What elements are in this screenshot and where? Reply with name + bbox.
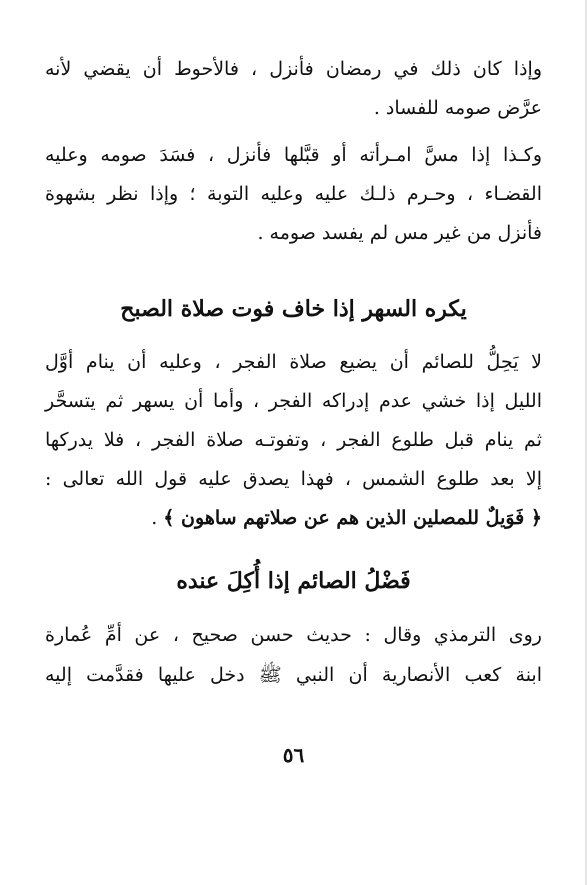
verse-end-punctuation: . bbox=[151, 507, 164, 529]
text-line: وكـذا إذا مسَّ امـرأته أو قبَّلها فأنزل ، فسَدَ صومه وعليه bbox=[45, 144, 542, 166]
text-line: الليل إذا خشي عدم إدراكه الفجر ، وأما أن يسهر ثم يتسحَّر bbox=[45, 390, 542, 412]
text-line: القضـاء ، وحـرم ذلـك عليه وعليه التوبة ؛ وإذا نظر بشهوة bbox=[45, 183, 542, 205]
text-line: روى الترمذي وقال : حديث حسن صحيح ، عن أمِّ عُمارة bbox=[45, 624, 542, 646]
text-line: ابنة كعب الأنصارية أن النبي ﷺ دخل عليها فقدَّمت إليه bbox=[45, 664, 542, 686]
verse-line bbox=[45, 503, 542, 533]
text-line: فأنزل من غير مس لم يفسد صومه . bbox=[257, 222, 542, 244]
text-line: إلا بعد طلوع الشمس ، فهذا يصدق عليه قول الله تعالى : bbox=[45, 468, 542, 490]
section-heading: يكره السهر إذا خاف فوت صلاة الصبح bbox=[120, 296, 467, 322]
text-line: ثم ينام قبل طلوع الفجر ، وتفوتـه صلاة الفجر ، فلا يدركها bbox=[45, 429, 542, 451]
section-heading: فَضْلُ الصائم إذا أُكِلَ عنده bbox=[176, 568, 411, 594]
quran-verse: ﴿ فَوَيلٌ للمصلين الذين هم عن صلاتهم ساهون ﴾ bbox=[163, 507, 542, 529]
page-number: ٥٦ bbox=[282, 743, 305, 767]
text-line: عرَّض صومه للفساد . bbox=[373, 97, 542, 119]
text-line: وإذا كان ذلك في رمضان فأنزل ، فالأحوط أن يقضي لأنه bbox=[45, 58, 542, 80]
text-line: لا يَحِلُّ للصائم أن يضيع صلاة الفجر ، وعليه أن ينام أوَّل bbox=[45, 351, 542, 373]
